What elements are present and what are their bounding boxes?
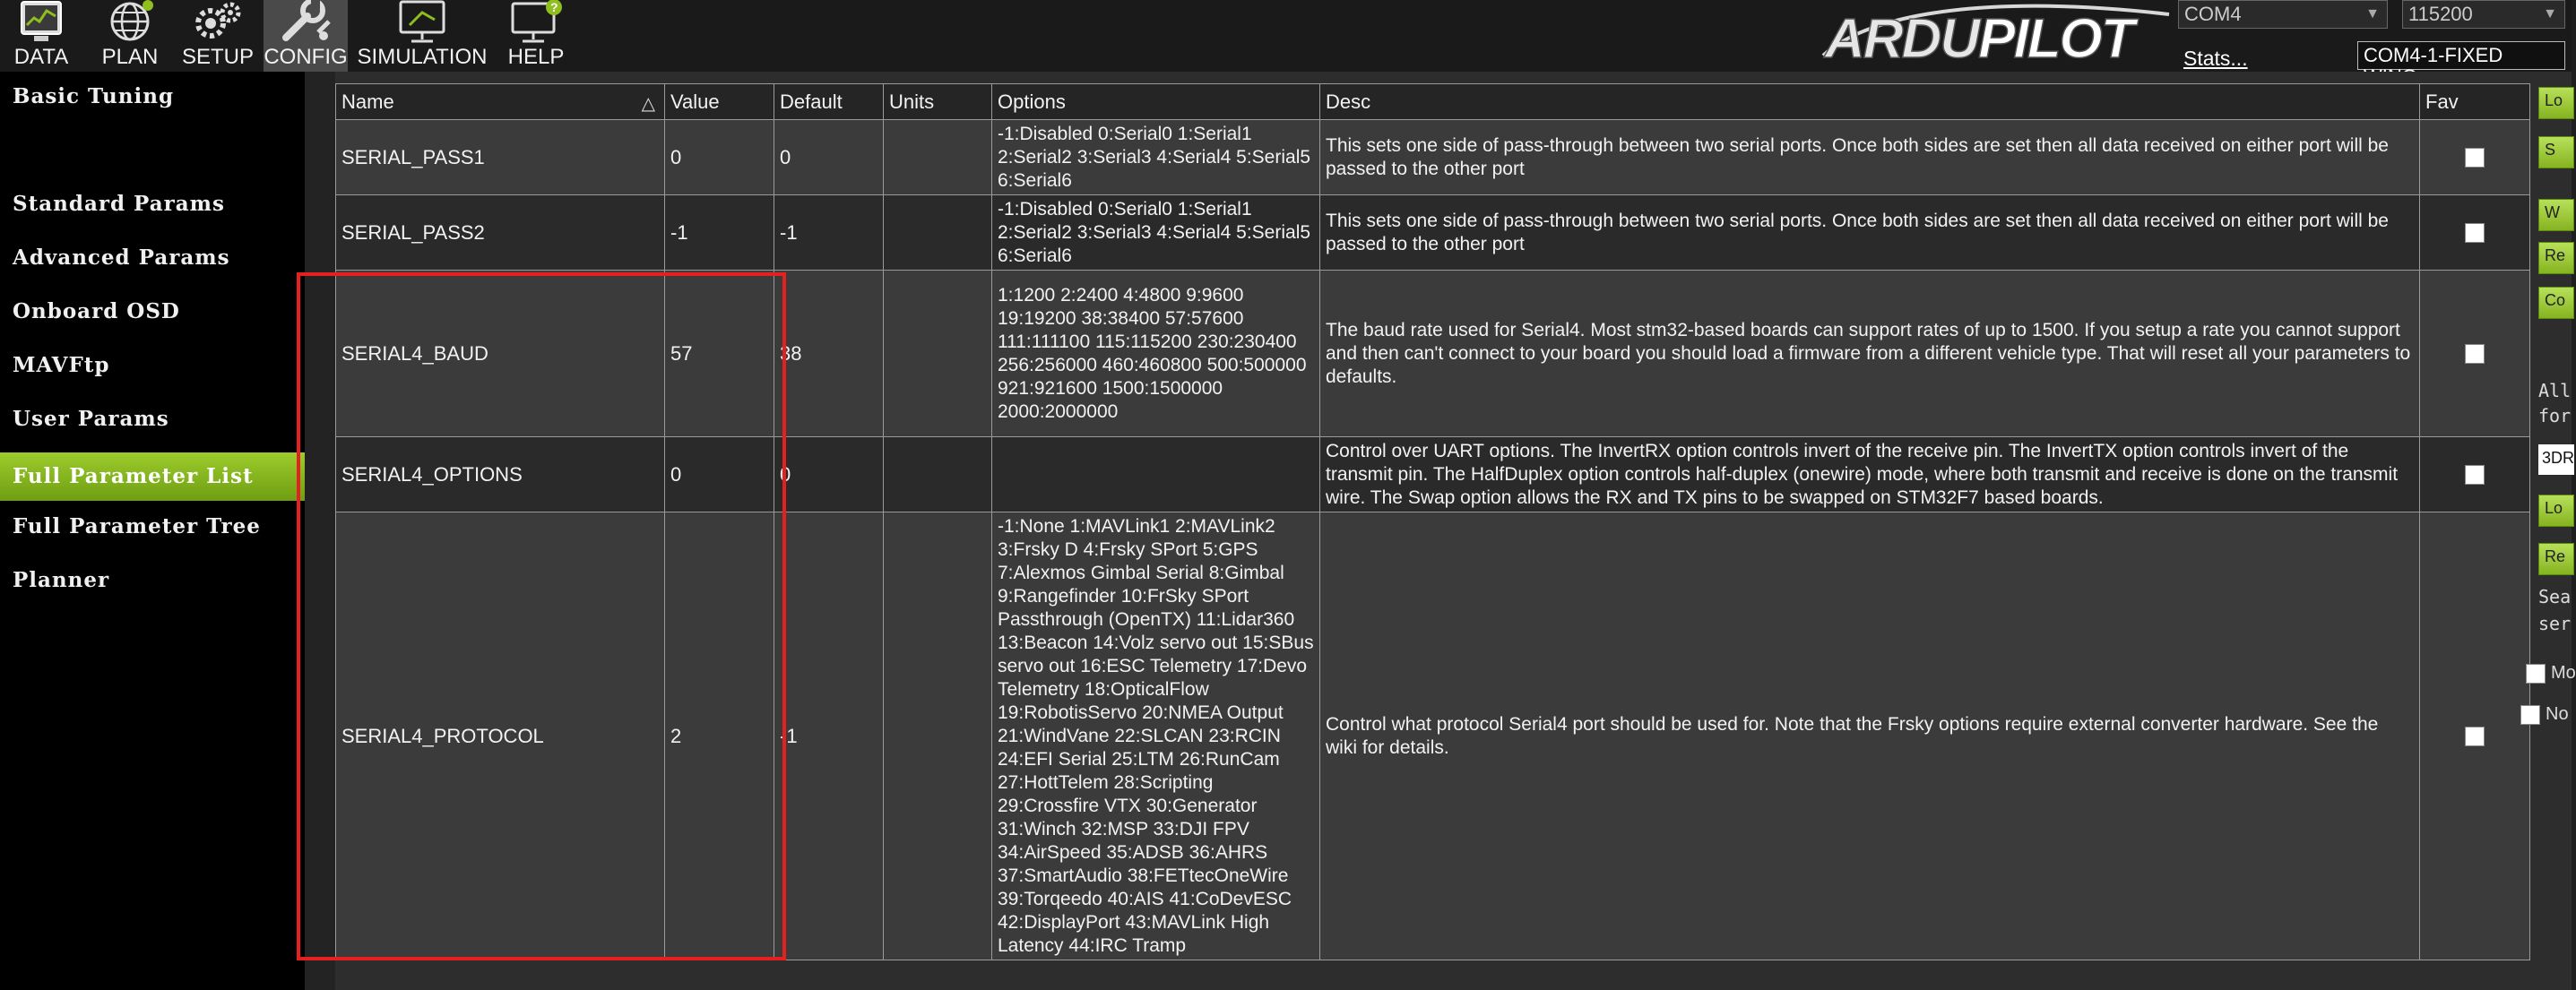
param-value[interactable]: 0: [665, 120, 774, 195]
write-button[interactable]: W: [2538, 199, 2574, 231]
svg-text:?: ?: [550, 0, 558, 14]
fav-checkbox[interactable]: [2465, 465, 2485, 485]
param-options: -1:Disabled 0:Serial0 1:Serial1 2:Serial2 3:Serial3 4:Serial4 5:Serial5 6:Serial6: [992, 120, 1320, 195]
modified-checkbox[interactable]: [2526, 664, 2546, 684]
param-options: 1:1200 2:2400 4:4800 9:9600 19:19200 38:38400 57:57600 111:111100 115:115200 230:230400 256:256000 460:460800 500:500000 921:921600 1500:1500000 2000:2000000: [992, 271, 1320, 437]
sidebar-item-advanced-params[interactable]: Advanced Params: [13, 245, 230, 270]
param-default: 0: [774, 120, 884, 195]
fav-checkbox[interactable]: [2465, 148, 2485, 168]
save-button[interactable]: S: [2538, 136, 2574, 168]
reset-button[interactable]: Re: [2538, 543, 2574, 575]
fav-checkbox[interactable]: [2465, 223, 2485, 243]
search-label: Sea: [2538, 586, 2572, 607]
toolbar-setup-label: SETUP: [181, 45, 254, 69]
wrench-icon: [273, 0, 338, 47]
param-default: 0: [774, 437, 884, 512]
param-options: -1:None 1:MAVLink1 2:MAVLink2 3:Frsky D 4:Frsky SPort 5:GPS 7:Alexmos Gimbal Serial 8:Gimbal 9:Rangefinder 10:FrSky SPort Passthrough (OpenTX) 11:Lidar360 13:Beacon 14:Volz servo out 15:SBus servo out 16:ESC Telemetry 17:Devo Telemetry 18:OpticalFlow 19:RobotisServo 20:NMEA Output 21:WindVane 22:SLCAN 23:RCIN 24:EFI Serial 25:LTM 26:RunCam 27:HottTelem 28:Scripting 29:Crossfire VTX 30:Generator 31:Winch 32:MSP 33:DJI FPV 34:AirSpeed 35:ADSB 36:AHRS 37:SmartAudio 38:FETtecOneWire 39:Torqeedo 40:AIS 41:CoDevESC 42:DisplayPort 43:MAVLink High Latency 44:IRC Tramp: [992, 512, 1320, 960]
gears-icon: [186, 0, 250, 47]
param-value[interactable]: 2: [665, 512, 774, 960]
column-header-desc[interactable]: Desc: [1320, 84, 2420, 120]
toolbar-config-button[interactable]: [264, 0, 348, 72]
ardupilot-logo: [1818, 2, 2176, 70]
sidebar-item-label: Full Parameter List: [13, 464, 254, 488]
toolbar-help-button[interactable]: [497, 0, 575, 72]
param-desc: Control what protocol Serial4 port should be used for. Note that the Frsky options require external converter hardware. See the wiki for details.: [1320, 512, 2420, 960]
modified-checkbox-label: Mo: [2551, 663, 2576, 683]
red-highlight-box: [297, 272, 786, 960]
toolbar-plan-button[interactable]: [90, 0, 170, 72]
param-name: SERIAL4_PROTOCOL: [336, 512, 665, 960]
param-units: [884, 195, 992, 271]
noted-checkbox[interactable]: [2520, 705, 2540, 725]
fav-cell: [2420, 120, 2530, 195]
param-value[interactable]: 57: [665, 271, 774, 437]
baud-select-value: 115200: [2408, 3, 2473, 25]
toolbar-plan-label: PLAN: [101, 45, 159, 69]
chevron-down-icon: ▼: [2365, 6, 2380, 22]
table-row[interactable]: [336, 120, 2530, 195]
column-header-default[interactable]: Default: [774, 84, 884, 120]
sidebar: [0, 72, 305, 990]
param-name: SERIAL4_BAUD: [336, 271, 665, 437]
param-default: 38: [774, 271, 884, 437]
search-label: ser: [2538, 613, 2572, 634]
column-header-label: Name: [341, 90, 394, 113]
right-panel-label: for: [2538, 405, 2572, 426]
param-units: [884, 120, 992, 195]
sort-ascending-icon: △: [641, 94, 655, 114]
load-file-button[interactable]: Lo: [2538, 495, 2574, 527]
table-row[interactable]: [336, 195, 2530, 271]
toolbar-help-label: HELP: [507, 45, 565, 69]
param-options: -1:Disabled 0:Serial0 1:Serial1 2:Serial2 3:Serial3 4:Serial4 5:Serial5 6:Serial6: [992, 195, 1320, 271]
sidebar-item-planner[interactable]: Planner: [13, 568, 110, 592]
sidebar-item-basic-tuning[interactable]: Basic Tuning: [13, 84, 175, 108]
toolbar-simulation-button[interactable]: [357, 0, 488, 72]
sidebar-item-standard-params[interactable]: Standard Params: [13, 192, 225, 216]
param-name: SERIAL_PASS1: [336, 120, 665, 195]
fav-checkbox[interactable]: [2465, 344, 2485, 364]
param-name: SERIAL_PASS2: [336, 195, 665, 271]
monitor-icon: [390, 0, 454, 47]
column-header-units[interactable]: Units: [884, 84, 992, 120]
param-units: [884, 437, 992, 512]
globe-icon: [98, 0, 162, 47]
sidebar-item-full-parameter-tree[interactable]: Full Parameter Tree: [13, 514, 261, 538]
param-units: [884, 512, 992, 960]
param-desc: Control over UART options. The InvertRX option controls invert of the receive pin. The InvertTX option controls invert of the transmit pin. The HalfDuplex option controls half-duplex (onewire) mode, where both transmit and receive is done on the transmit wire. The Swap option allows the RX and TX pins to be swapped on STM32F7 based boards.: [1320, 437, 2420, 512]
vehicle-id-box: COM4-1-FIXED: [2357, 41, 2565, 70]
port-select-value: COM4: [2184, 3, 2242, 25]
column-header-name[interactable]: [336, 84, 665, 120]
refresh-button[interactable]: Re: [2538, 242, 2574, 274]
top-toolbar: [0, 0, 2572, 72]
param-desc: This sets one side of pass-through between two serial ports. Once both sides are set then all data received on either port will be passed to the other port: [1320, 195, 2420, 271]
param-units: [884, 271, 992, 437]
toolbar-setup-button[interactable]: [177, 0, 258, 72]
chevron-down-icon: ▼: [2543, 6, 2557, 22]
data-screen-icon: [9, 0, 73, 47]
param-name: SERIAL4_OPTIONS: [336, 437, 665, 512]
param-options: [992, 437, 1320, 512]
help-monitor-icon: [504, 0, 568, 47]
sidebar-item-onboard-osd[interactable]: Onboard OSD: [13, 299, 180, 323]
fav-cell: [2420, 512, 2530, 960]
right-panel-label: All: [2538, 380, 2572, 401]
toolbar-config-label: CONFIG: [264, 45, 348, 69]
sidebar-item-mavftp[interactable]: MAVFtp: [13, 353, 110, 377]
param-value[interactable]: -1: [665, 195, 774, 271]
param-default: -1: [774, 195, 884, 271]
param-desc: The baud rate used for Serial4. Most stm32-based boards can support rates of up to 1500. If you setup a rate you cannot support and then can't connect to your board you should load a firmware from a different vehicle type. That will reset all your parameters to defaults.: [1320, 271, 2420, 437]
toolbar-data-label: DATA: [13, 45, 69, 69]
column-header-options[interactable]: Options: [992, 84, 1320, 120]
column-header-value[interactable]: Value: [665, 84, 774, 120]
toolbar-simulation-label: SIMULATION: [357, 45, 488, 69]
stats-link[interactable]: Stats...: [2183, 47, 2248, 70]
table-header-row: [336, 84, 2530, 120]
compare-button[interactable]: Co: [2538, 287, 2574, 319]
noted-checkbox-label: No: [2546, 704, 2569, 724]
sidebar-item-user-params[interactable]: User Params: [13, 407, 169, 431]
param-value[interactable]: 0: [665, 437, 774, 512]
param-file-input[interactable]: 3DR: [2538, 444, 2574, 475]
load-button[interactable]: Lo: [2538, 87, 2574, 119]
param-desc: This sets one side of pass-through between two serial ports. Once both sides are set then all data received on either port will be passed to the other port: [1320, 120, 2420, 195]
port-select[interactable]: [2178, 0, 2388, 29]
column-header-fav[interactable]: Fav: [2420, 84, 2530, 120]
svg-text:ARDUPILOT: ARDUPILOT: [1825, 8, 2133, 70]
fav-cell: [2420, 195, 2530, 271]
fav-cell: [2420, 271, 2530, 437]
fav-cell: [2420, 437, 2530, 512]
sidebar-item-full-parameter-list[interactable]: [0, 452, 305, 501]
toolbar-data-button[interactable]: [0, 0, 82, 72]
param-default: -1: [774, 512, 884, 960]
baud-select[interactable]: [2402, 0, 2565, 29]
fav-checkbox[interactable]: [2465, 727, 2485, 746]
